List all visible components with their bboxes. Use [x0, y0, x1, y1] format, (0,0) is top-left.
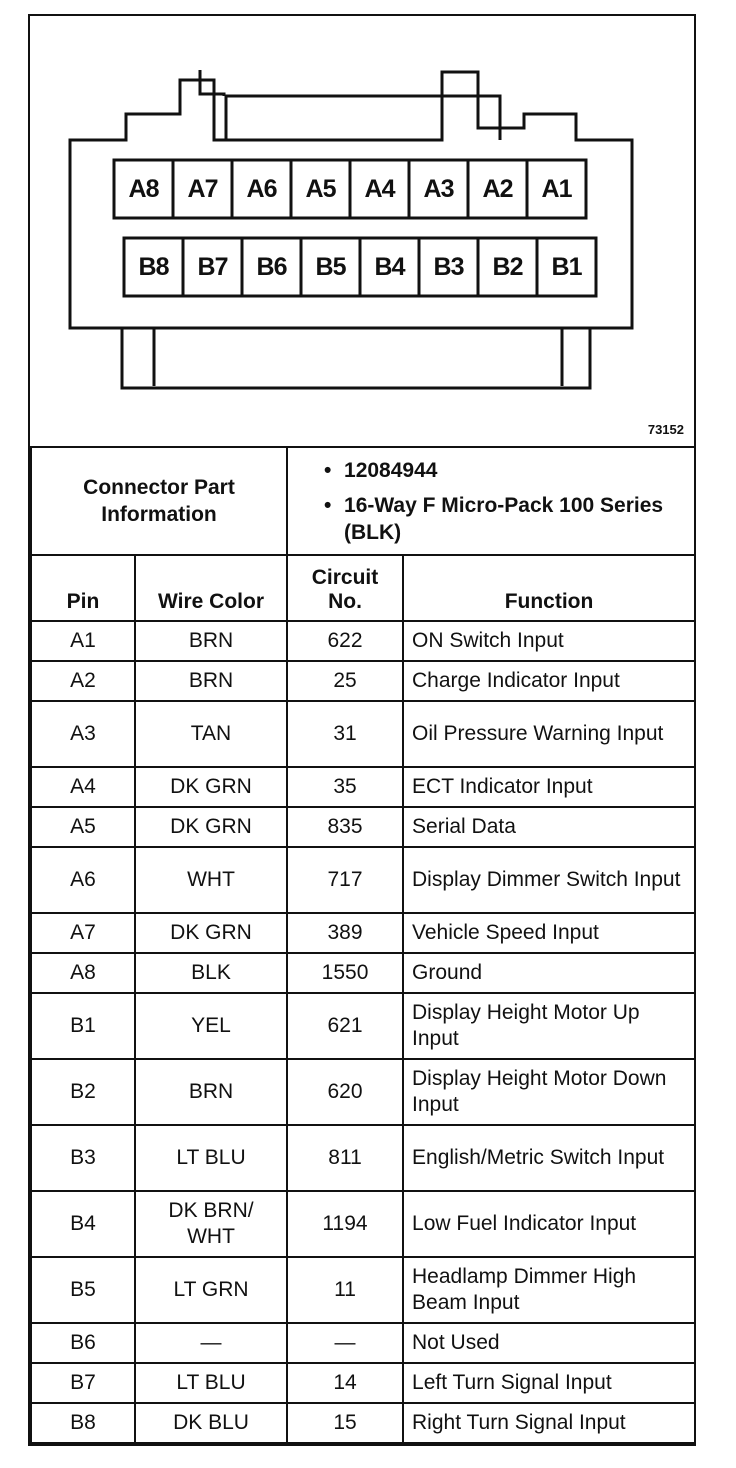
pin-a1: A1 — [541, 174, 572, 203]
cell-function: Headlamp Dimmer High Beam Input — [403, 1257, 695, 1323]
pin-b3: B3 — [433, 252, 464, 281]
cell-wire-color: DK BLU — [135, 1403, 287, 1443]
table-row — [31, 661, 695, 701]
cell-circuit-no: — — [287, 1323, 403, 1363]
cell-wire-color: DK GRN — [135, 807, 287, 847]
cell-circuit-no: 621 — [287, 993, 403, 1059]
pin-a3: A3 — [423, 174, 454, 203]
table-row — [31, 847, 695, 913]
cell-wire-color: DK BRN/ WHT — [135, 1191, 287, 1257]
cell-wire-color: WHT — [135, 847, 287, 913]
cell-pin: B7 — [31, 1363, 135, 1403]
pinout-rows — [31, 621, 695, 1443]
table-row — [31, 993, 695, 1059]
pin-a5: A5 — [305, 174, 336, 203]
cell-function: English/Metric Switch Input — [403, 1125, 695, 1191]
cell-wire-color: — — [135, 1323, 287, 1363]
cell-pin: B1 — [31, 993, 135, 1059]
cell-wire-color: TAN — [135, 701, 287, 767]
cell-wire-color: LT BLU — [135, 1363, 287, 1403]
connector-info-row — [31, 447, 695, 555]
cell-pin: B2 — [31, 1059, 135, 1125]
cell-function: ON Switch Input — [403, 621, 695, 661]
cell-pin: B4 — [31, 1191, 135, 1257]
header-pin: Pin — [31, 555, 135, 621]
cell-circuit-no: 835 — [287, 807, 403, 847]
cell-circuit-no: 25 — [287, 661, 403, 701]
table-row — [31, 1191, 695, 1257]
cell-circuit-no: 389 — [287, 913, 403, 953]
pin-b2: B2 — [492, 252, 523, 281]
cell-wire-color: BRN — [135, 621, 287, 661]
cell-wire-color: BLK — [135, 953, 287, 993]
cell-circuit-no: 1550 — [287, 953, 403, 993]
pin-a6: A6 — [246, 174, 277, 203]
header-function: Function — [403, 555, 695, 621]
pin-b1: B1 — [551, 252, 582, 281]
connector-diagram — [30, 16, 694, 446]
cell-function: Display Dimmer Switch Input — [403, 847, 695, 913]
cell-function: Vehicle Speed Input — [403, 913, 695, 953]
cell-wire-color: LT GRN — [135, 1257, 287, 1323]
table-row — [31, 1059, 695, 1125]
cell-pin: B8 — [31, 1403, 135, 1443]
cell-function: ECT Indicator Input — [403, 767, 695, 807]
cell-circuit-no: 15 — [287, 1403, 403, 1443]
cell-circuit-no: 717 — [287, 847, 403, 913]
cell-pin: A6 — [31, 847, 135, 913]
cell-function: Left Turn Signal Input — [403, 1363, 695, 1403]
table-row — [31, 1257, 695, 1323]
cell-function: Display Height Motor Down Input — [403, 1059, 695, 1125]
cell-pin: A4 — [31, 767, 135, 807]
table-row — [31, 913, 695, 953]
connector-type: 16-Way F Micro-Pack 100 Series (BLK) — [344, 493, 664, 544]
cell-wire-color: BRN — [135, 1059, 287, 1125]
cell-circuit-no: 11 — [287, 1257, 403, 1323]
pinout-table — [30, 446, 696, 1444]
table-row — [31, 767, 695, 807]
part-number: 12084944 — [344, 458, 438, 482]
figure-number: 73152 — [647, 422, 684, 437]
table-row — [31, 621, 695, 661]
pin-b8: B8 — [138, 252, 169, 281]
cell-pin: A3 — [31, 701, 135, 767]
connector-figure — [28, 14, 696, 1446]
cell-circuit-no: 622 — [287, 621, 403, 661]
cell-function: Ground — [403, 953, 695, 993]
pin-a4: A4 — [364, 174, 395, 203]
header-row — [31, 555, 695, 621]
cell-circuit-no: 811 — [287, 1125, 403, 1191]
table-row — [31, 1125, 695, 1191]
cell-wire-color: YEL — [135, 993, 287, 1059]
pin-a2: A2 — [482, 174, 513, 203]
cell-pin: A7 — [31, 913, 135, 953]
cell-pin: B5 — [31, 1257, 135, 1323]
pin-b7: B7 — [197, 252, 228, 281]
cell-wire-color: BRN — [135, 661, 287, 701]
connector-info-bullet: • 16-Way F Micro-Pack 100 Series (BLK) — [324, 492, 688, 546]
cell-pin: A8 — [31, 953, 135, 993]
connector-outline — [30, 16, 694, 446]
cell-circuit-no: 31 — [287, 701, 403, 767]
connector-info-list — [287, 447, 695, 555]
connector-info-label: Connector Part Information — [31, 447, 287, 555]
cell-wire-color: DK GRN — [135, 767, 287, 807]
table-row — [31, 1403, 695, 1443]
cell-function: Serial Data — [403, 807, 695, 847]
cell-function: Display Height Motor Up Input — [403, 993, 695, 1059]
cell-function: Low Fuel Indicator Input — [403, 1191, 695, 1257]
table-row — [31, 1363, 695, 1403]
table-row — [31, 701, 695, 767]
pin-b5: B5 — [315, 252, 346, 281]
pin-a7: A7 — [187, 174, 218, 203]
header-circuit-no: Circuit No. — [287, 555, 403, 621]
cell-circuit-no: 1194 — [287, 1191, 403, 1257]
table-row — [31, 953, 695, 993]
cell-function: Not Used — [403, 1323, 695, 1363]
pin-b6: B6 — [256, 252, 287, 281]
cell-function: Right Turn Signal Input — [403, 1403, 695, 1443]
pin-b4: B4 — [374, 252, 405, 281]
cell-pin: A5 — [31, 807, 135, 847]
pin-a8: A8 — [128, 174, 159, 203]
cell-wire-color: LT BLU — [135, 1125, 287, 1191]
cell-circuit-no: 14 — [287, 1363, 403, 1403]
cell-circuit-no: 35 — [287, 767, 403, 807]
cell-function: Charge Indicator Input — [403, 661, 695, 701]
cell-circuit-no: 620 — [287, 1059, 403, 1125]
connector-info-bullet: • 12084944 — [324, 458, 438, 482]
cell-wire-color: DK GRN — [135, 913, 287, 953]
cell-pin: B3 — [31, 1125, 135, 1191]
cell-pin: B6 — [31, 1323, 135, 1363]
header-wire-color: Wire Color — [135, 555, 287, 621]
cell-pin: A1 — [31, 621, 135, 661]
table-row — [31, 1323, 695, 1363]
table-row — [31, 807, 695, 847]
cell-function: Oil Pressure Warning Input — [403, 701, 695, 767]
cell-pin: A2 — [31, 661, 135, 701]
